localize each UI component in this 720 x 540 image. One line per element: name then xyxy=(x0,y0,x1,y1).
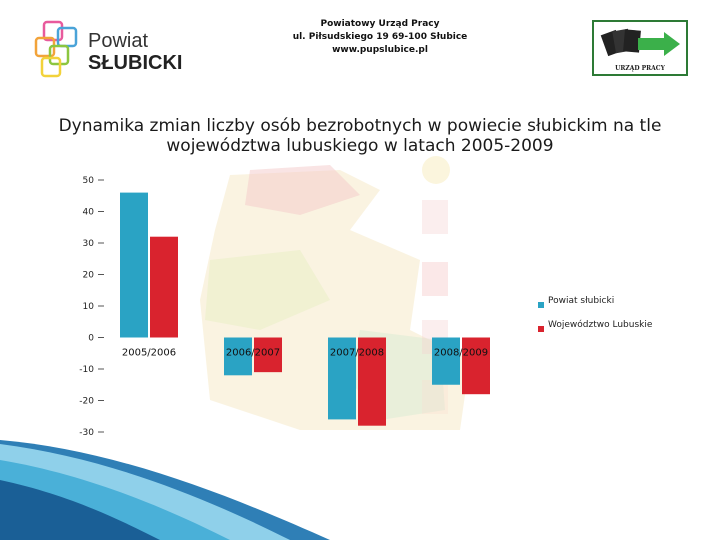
right-logo-caption: URZĄD PRACY xyxy=(615,65,665,72)
x-category-label: 2007/2008 xyxy=(329,347,385,359)
slide-title-line1: Dynamika zmian liczby osób bezrobotnych w powiecie słubickim na tle xyxy=(58,116,662,136)
bar-series2 xyxy=(150,237,178,338)
y-tick-label: -10 xyxy=(79,365,94,375)
logo-line2: SŁUBICKI xyxy=(88,52,183,74)
y-tick-label: -30 xyxy=(79,428,94,438)
bar-series1 xyxy=(120,193,148,338)
office-name: Powiatowy Urząd Pracy xyxy=(320,19,440,29)
bars xyxy=(120,193,490,426)
powiat-logo xyxy=(30,18,183,80)
y-tick-label: 20 xyxy=(82,270,94,281)
x-category-label: 2005/2006 xyxy=(121,347,177,359)
office-website: www.pupslubice.pl xyxy=(332,45,428,55)
bar-series1 xyxy=(432,338,460,385)
y-tick-label: -20 xyxy=(79,396,94,407)
y-tick-label: 10 xyxy=(82,302,94,312)
legend-swatch-series2 xyxy=(538,326,544,332)
slide-title-line2: województwa lubuskiego w latach 2005-2009 xyxy=(166,136,554,156)
logo-squares-icon xyxy=(30,18,82,80)
slide-title xyxy=(20,116,700,156)
y-axis xyxy=(79,176,104,438)
legend-label-series2: Województwo Lubuskie xyxy=(548,320,653,330)
legend xyxy=(538,296,652,344)
y-tick-label: 30 xyxy=(82,239,94,249)
legend-label-series1: Powiat słubicki xyxy=(548,296,615,306)
logo-line1: Powiat xyxy=(88,30,149,52)
legend-item-series1 xyxy=(538,296,652,320)
x-axis-labels xyxy=(122,348,488,359)
office-address: ul. Piłsudskiego 19 69-100 Słubice xyxy=(292,32,468,42)
x-category-label: 2008/2009 xyxy=(433,347,489,359)
office-info xyxy=(260,18,500,57)
legend-item-series2 xyxy=(538,320,652,344)
urzad-pracy-logo xyxy=(592,20,688,76)
y-tick-label: 0 xyxy=(88,333,94,344)
decorative-swoosh xyxy=(0,440,720,540)
y-tick-label: 50 xyxy=(82,176,94,186)
bar-series2 xyxy=(462,338,490,395)
arrow-cards-icon xyxy=(594,22,686,62)
x-category-label: 2006/2007 xyxy=(225,347,281,359)
y-tick-label: 40 xyxy=(82,207,94,218)
legend-swatch-series1 xyxy=(538,302,544,308)
